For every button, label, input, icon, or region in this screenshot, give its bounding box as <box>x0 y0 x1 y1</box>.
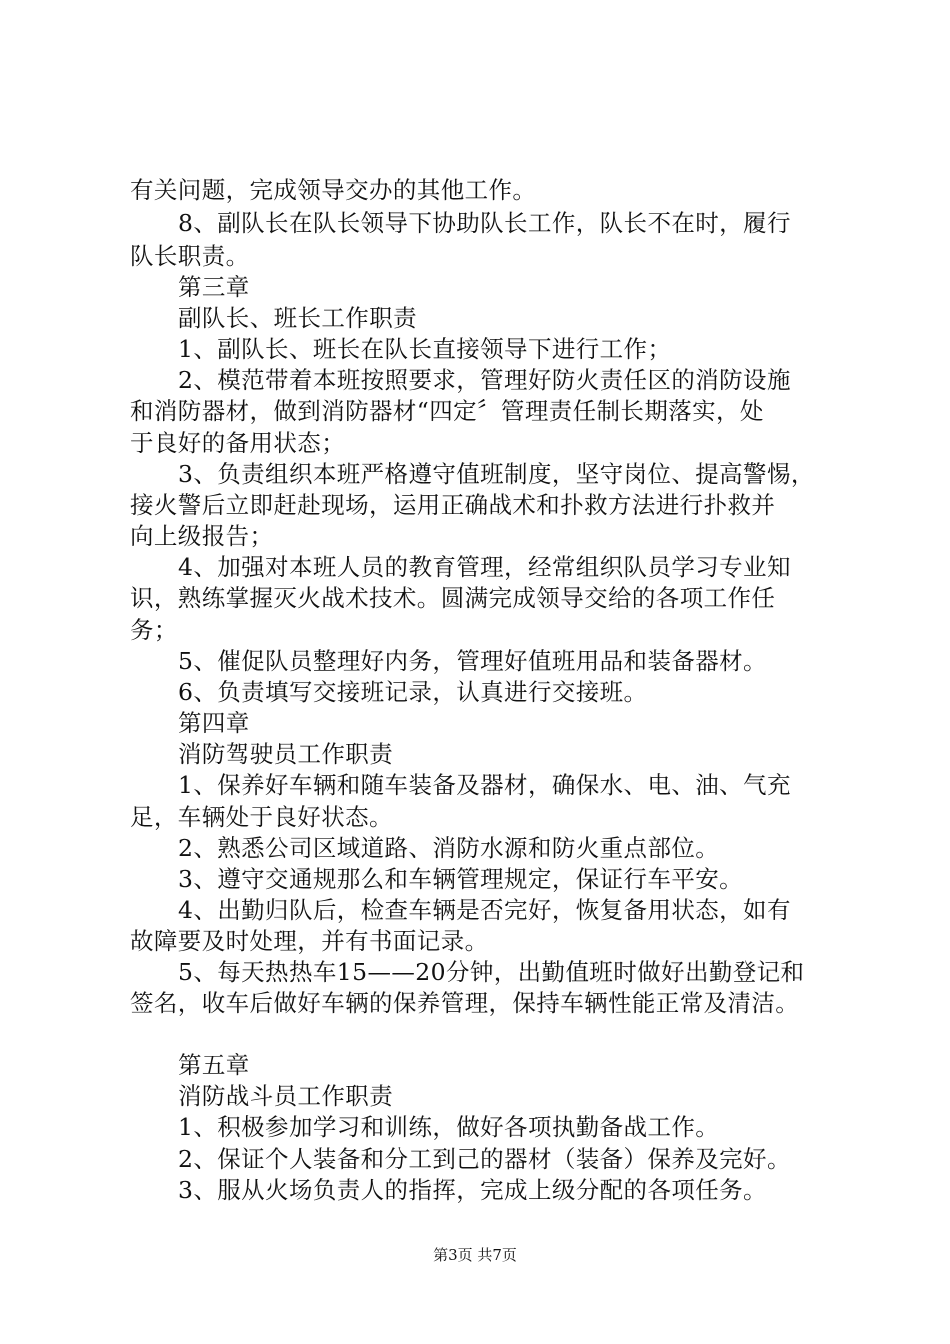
page-footer: 第3页 共7页 <box>433 1246 517 1264</box>
text-line: 有关问题，完成领导交办的其他工作。 <box>130 176 537 204</box>
chapter-heading: 第四章 <box>178 709 250 737</box>
text-line: 足，车辆处于良好状态。 <box>130 803 393 831</box>
text-line: 2、模范带着本班按照要求，管理好防火责任区的消防设施 <box>178 366 791 394</box>
text-line: 1、副队长、班长在队长直接领导下进行工作； <box>178 335 672 363</box>
text-line: 向上级报告； <box>130 522 274 550</box>
text-line: 1、积极参加学习和训练，做好各项执勤备战工作。 <box>178 1113 720 1141</box>
text-line: 签名，收车后做好车辆的保养管理，保持车辆性能正常及清洁。 <box>130 989 800 1017</box>
chapter-heading: 第三章 <box>178 273 250 301</box>
text-line: 3、遵守交通规那么和车辆管理规定，保证行车平安。 <box>178 865 744 893</box>
section-title: 消防驾驶员工作职责 <box>178 740 394 768</box>
section-title: 副队长、班长工作职责 <box>178 304 417 332</box>
text-line: 8、副队长在队长领导下协助队长工作，队长不在时，履行 <box>178 209 791 237</box>
text-line: 于良好的备用状态； <box>130 429 346 457</box>
text-line: 3、服从火场负责人的指挥，完成上级分配的各项任务。 <box>178 1176 767 1204</box>
text-line: 6、负责填写交接班记录，认真进行交接班。 <box>178 678 648 706</box>
text-line: 4、加强对本班人员的教育管理，经常组织队员学习专业知 <box>178 553 791 581</box>
text-line: 识，熟练掌握灭火战术技术。圆满完成领导交给的各项工作任 <box>130 584 776 612</box>
text-line: 5、每天热热车15——20分钟，出勤值班时做好出勤登记和 <box>178 958 805 986</box>
chapter-heading: 第五章 <box>178 1051 250 1079</box>
section-title: 消防战斗员工作职责 <box>178 1082 394 1110</box>
text-line: 1、保养好车辆和随车装备及器材，确保水、电、油、气充 <box>178 771 791 799</box>
text-line: 2、熟悉公司区域道路、消防水源和防火重点部位。 <box>178 834 720 862</box>
text-line: 3、负责组织本班严格遵守值班制度，坚守岗位、提高警惕， <box>178 460 815 488</box>
text-line: 4、出勤归队后，检查车辆是否完好，恢复备用状态，如有 <box>178 896 791 924</box>
text-line: 务； <box>130 616 178 644</box>
text-line: 队长职责。 <box>130 242 250 270</box>
text-line: 5、催促队员整理好内务，管理好值班用品和装备器材。 <box>178 647 767 675</box>
text-line: 2、保证个人装备和分工到己的器材（装备）保养及完好。 <box>178 1145 791 1173</box>
text-line: 接火警后立即赶赴现场，运用正确战术和扑救方法进行扑救并 <box>130 491 776 519</box>
text-line: 故障要及时处理，并有书面记录。 <box>130 927 489 955</box>
text-line: 和消防器材，做到消防器材“四定〞管理责任制长期落实，处 <box>130 397 764 425</box>
